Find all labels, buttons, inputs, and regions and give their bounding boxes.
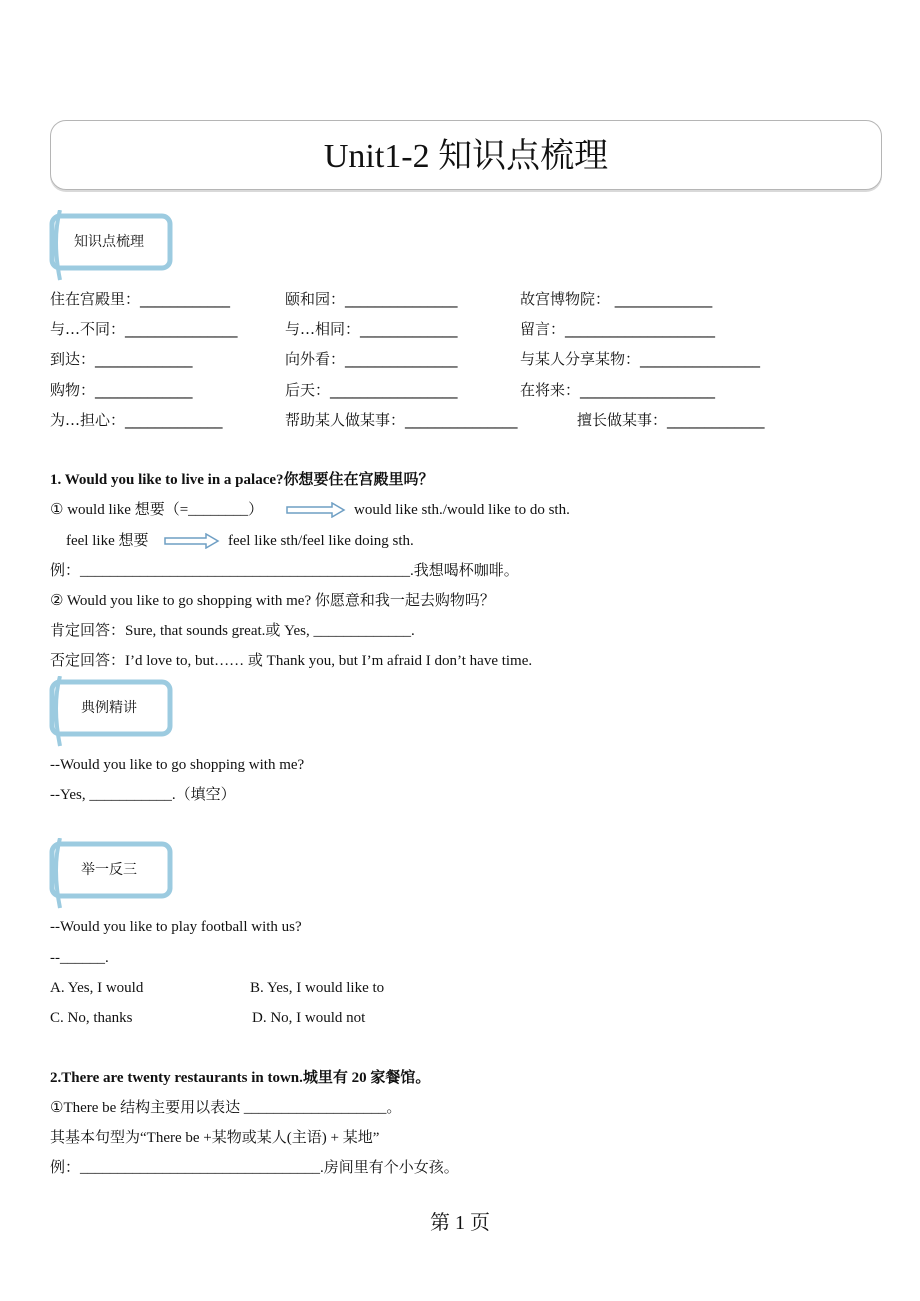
example-question: --Would you like to go shopping with me? [50,757,305,773]
vocab-item: 住在宫殿里：____________ [50,290,231,308]
vocab-item: 与某人分享某物：________________ [520,350,761,368]
section1-heading: 1. Would you like to live in a palace?你想要住在宫殿里吗？ [50,472,434,488]
s2-pattern: 其基本句型为“There be +某物或某人(主语) + 某地” [50,1130,380,1146]
s1-point1b-usage: feel like sth/feel like doing sth. [228,533,414,549]
vocab-item: 为…担心：_____________ [50,411,223,429]
s1-positive-answer: 肯定回答：Sure, that sounds great.或 Yes, _____________. [50,623,415,639]
page-number: 第 1 页 [430,1212,490,1234]
s1-example: 例：____________________________________________.我想喝杯咖啡。 [50,563,519,579]
vocab-item: 向外看：_______________ [285,350,458,368]
s2-point1: ①There be 结构主要用以表达 ___________________。 [50,1100,402,1116]
vocab-item: 到达：_____________ [50,350,193,368]
option-c: C. No, thanks [50,1010,133,1026]
practice-badge-label: 举一反三 [81,862,137,878]
knowledge-badge [48,210,170,274]
example-answer: --Yes, ___________.（填空） [50,787,236,803]
page-title: Unit1-2 知识点梳理 [323,138,609,175]
s1-negative-answer: 否定回答：I’d love to, but…… 或 Thank you, but I’m afraid I don’t have time. [50,653,533,669]
vocab-item: 帮助某人做某事：_______________ [285,411,518,429]
vocab-item: 留言：____________________ [520,320,716,338]
title-box [50,120,882,190]
knowledge-badge-label: 知识点梳理 [74,234,144,250]
vocab-item: 与…不同：_______________ [50,320,238,338]
right-arrow-icon [164,533,220,549]
option-d: D. No, I would not [252,1010,366,1026]
vocab-item: 购物：_____________ [50,381,193,399]
s1-point1b: feel like 想要 [66,533,149,549]
option-a: A. Yes, I would [50,980,144,996]
section2-heading: 2.There are twenty restaurants in town.城里有 20 家餐馆。 [50,1070,431,1086]
option-b: B. Yes, I would like to [250,980,385,996]
s1-point2: ② Would you like to go shopping with me? 你愿意和我一起去购物吗？ [50,593,495,609]
vocab-item: 在将来：__________________ [520,381,716,399]
vocab-item: 与…相同：_____________ [285,320,458,338]
right-arrow-icon [286,502,346,518]
vocab-item: 故宫博物院： _____________ [520,290,713,308]
practice-blank: --______. [50,950,109,966]
s1-point1: ① would like 想要（=________） [50,502,264,518]
practice-question: --Would you like to play football with us? [50,919,302,935]
vocab-item: 擅长做某事：_____________ [577,411,765,429]
s1-point1-usage: would like sth./would like to do sth. [354,502,570,518]
vocab-item: 后天：_________________ [285,381,458,399]
example-badge-label: 典例精讲 [81,700,137,716]
practice-badge [48,838,170,902]
s2-example: 例：________________________________.房间里有个小女孩。 [50,1160,459,1176]
vocab-item: 颐和园：_______________ [285,290,458,308]
example-badge [48,676,170,740]
